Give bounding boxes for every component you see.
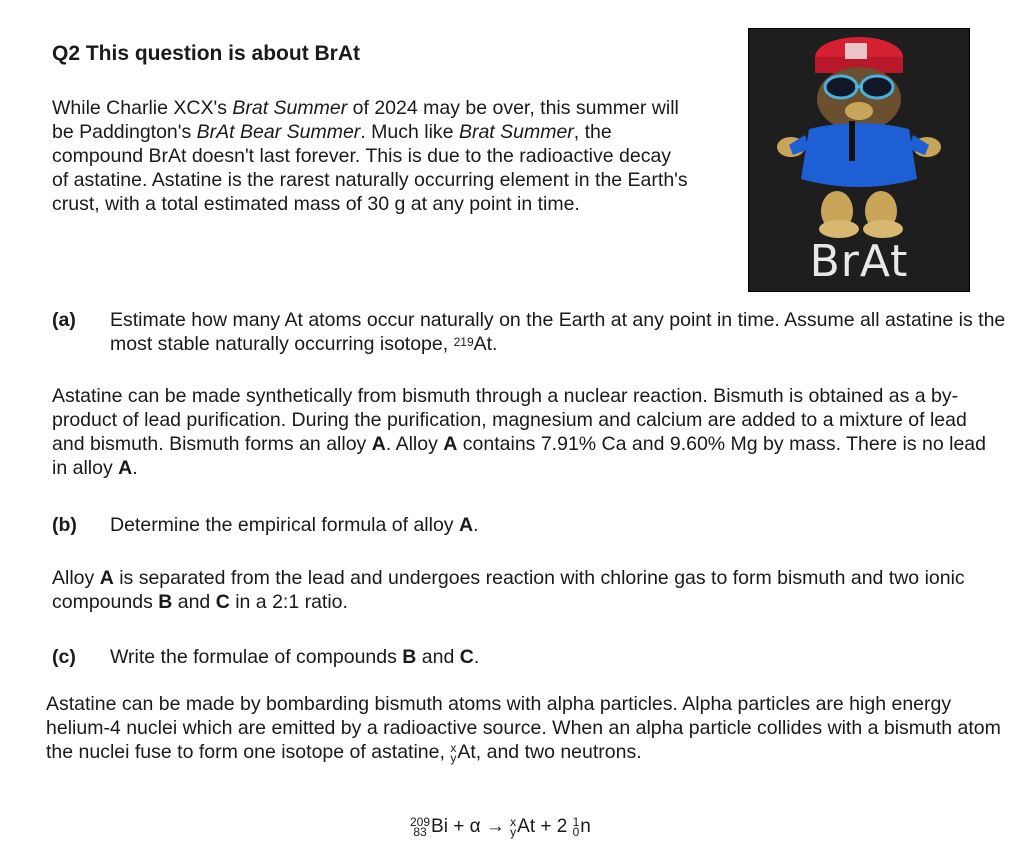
part-c-text: Write the formulae of compounds B and C. xyxy=(110,646,480,668)
part-a-text: Estimate how many At atoms occur naturally on the Earth at any point in time. Assume all astatine is the most stable naturally occurring isotope, $^{219}$At. xyxy=(110,309,1006,355)
question-title: Q2 This question is about BrAt xyxy=(52,42,361,65)
alloy-intro-paragraph: Astatine can be made synthetically from bismuth through a nuclear reaction. Bismuth is obtained as a by-product of lead purification. During the purification, magnesium and calcium are added to a mixture of lead and bismuth. Bismuth forms an alloy A. Alloy A contains 7.91% Ca and 9.60% Mg by mass. There is no lead in alloy A. xyxy=(52,385,986,479)
intro-paragraph: While Charlie XCX's Brat Summer of 2024 may be over, this summer will be Paddington's BrAt Bear Summer. Much like Brat Summer, the compound BrAt doesn't last forever. This is due to the radioactive decay of astatine. Astatine is the rarest naturally occurring element in the Earth's crust, with a total estimated mass of 30 g at any point in time. xyxy=(52,97,688,215)
nuclear-equation: 209 83 Bi + α → x y At + 2 1 0 n xyxy=(410,814,591,839)
part-b-label: (b) xyxy=(52,514,77,536)
paddington-bear-illustration xyxy=(749,29,969,249)
part-a-label: (a) xyxy=(52,309,76,331)
brat-bear-image xyxy=(748,28,970,292)
alpha-particle-paragraph: Astatine can be made by bombarding bismuth atoms with alpha particles. Alpha particles are high energy helium-4 nuclei which are emitted by a radioactive source. When an alpha particle collides with a bismuth atom the nuclei fuse to form one isotope of astatine, x y At, and two neutrons. xyxy=(46,693,1001,765)
part-b-text: Determine the empirical formula of alloy A. xyxy=(110,514,479,536)
brat-caption: BrAt xyxy=(809,236,909,287)
chlorine-reaction-paragraph: Alloy A is separated from the lead and undergoes reaction with chlorine gas to form bismuth and two ionic compounds B and C in a 2:1 ratio. xyxy=(52,567,965,613)
part-c-label: (c) xyxy=(52,646,76,668)
astatine-isotope-notation: x y xyxy=(450,740,457,765)
isotope-mass: 219 xyxy=(453,335,474,349)
